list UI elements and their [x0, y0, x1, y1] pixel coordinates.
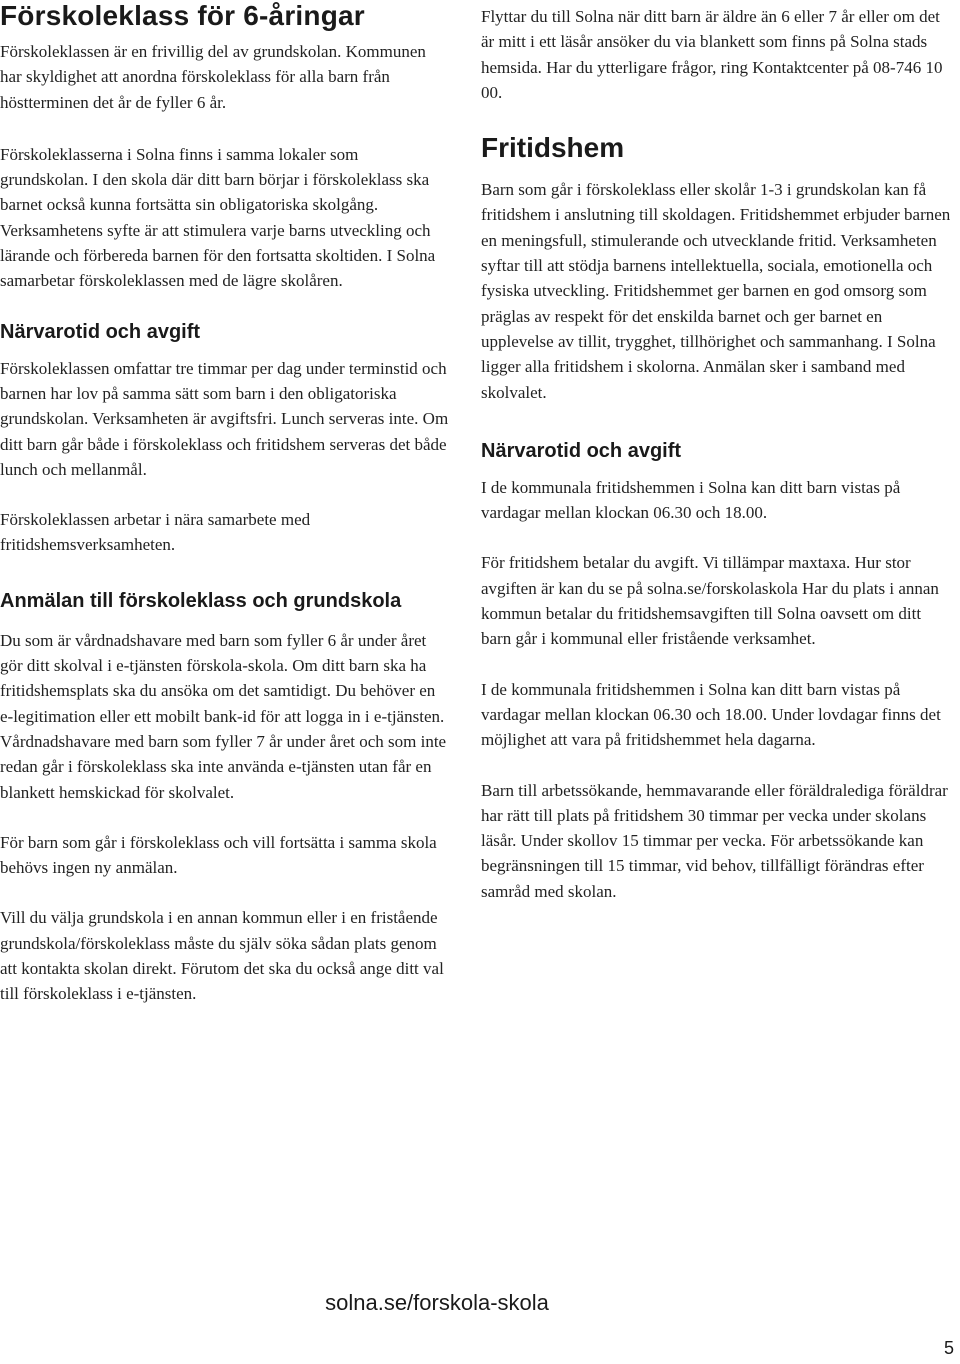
page-title: Förskoleklass för 6-åringar: [0, 0, 365, 31]
narvarotid-paragraph-left: Förskoleklassen omfattar tre timmar per dag under terminstid och barnen har lov på samma sätt som barn i den obligatoriska grundskolan. Verksamheten är avgiftsfri. Lunch serveras inte. Om ditt barn går både i förskoleklass och fritidshem serveras det både lunch och mellanmål.: [0, 358, 449, 479]
right-column: [481, 0, 951, 904]
lovdagar-paragraph: I de kommunala fritidshemmen i Solna kan ditt barn vistas på vardagar mellan klockan 06.30 och 18.00. Under lovdagar finns det möjlighet att vara på fritidshemmet hela dagarna.: [481, 679, 941, 750]
samarbete-paragraph: Förskoleklassen arbetar i nära samarbete med fritidshemsverksamheten.: [0, 510, 311, 555]
annan-kommun-paragraph: Vill du välja grundskola i en annan kommun eller i en fristående grundskola/förskoleklass måste du själv söka sådan plats genom att kontakta skolan direkt. Förutom det ska du också ange ditt val till förskoleklass i e-tjänsten.: [0, 908, 444, 1004]
anmalan-paragraph: Du som är vårdnadshavare med barn som fyller 6 år under året gör ditt skolval i e-tjänsten förskola-skola. Om ditt barn ska ha fritidshemsplats ska du ansöka om det samtidigt. Du behöver en e-legitimation eller ett mobilt bank-id för att logga in i e-tjänsten. Vårdnadshavare med barn som fyller 7 år under året och som inte redan går i förskoleklass ska inte använda e-tjänsten utan får en blankett hemskickad för skolvalet.: [0, 630, 447, 802]
fritidshem-paragraph: Barn som går i förskoleklass eller skolår 1-3 i grundskolan kan få fritidshem i anslutning till skoldagen. Fritidshemmet erbjuder barnen en meningsfull, stimulerande och utvecklande fritid. Verksamheten syftar till att stödja barnens intellektuella, sociala, emotionella och fysiska utveckling. Fritidshemmet ger barnen en god omsorg som präglas av respekt för det enskilda barnet och ger barnet en upplevelse av tillit, trygghet, tillhörighet och sammanhang. I Solna ligger alla fritidshem i skolorna. Anmälan sker i samband med skolvalet.: [481, 180, 951, 402]
intro-paragraph: Förskoleklassen är en frivillig del av grundskolan. Kommunen har skyldighet att anordna förskoleklass för alla barn från höstterminen det år de fyller 6 år.: [0, 42, 426, 112]
page-number: 5: [943, 1338, 954, 1358]
ingen-anmalan-paragraph: För barn som går i förskoleklass och vill fortsätta i samma skola behövs ingen ny anmälan.: [0, 832, 437, 878]
heading-anmalan: Anmälan till förskoleklass och grundskola: [0, 589, 402, 612]
avgift-paragraph: För fritidshem betalar du avgift. Vi tillämpar maxtaxa. Hur stor avgiften är kan du se på solna.se/forskolaskola Har du plats i annan kommun betalar du fritidshemsavgiften till Solna oavsett om ditt barn går i kommunal eller fristående verksamhet.: [481, 553, 939, 649]
heading-fritidshem: Fritidshem: [481, 132, 625, 164]
footer-url: solna.se/forskola-skola: [325, 1290, 549, 1315]
forskoleklass-paragraph: Förskoleklasserna i Solna finns i samma lokaler som grundskolan. I den skola där ditt barn börjar i förskoleklass ska barnet också kunna fortsätta sin obligatoriska skolgång. Verksamhetens syfte är att stimulera varje barns utveckling och lärande och förbereda barnen för den fortsatta skoltiden. I Solna samarbetar förskoleklassen med de lägre skolåren.: [0, 144, 436, 291]
heading-narvarotid-left: Närvarotid och avgift: [0, 320, 201, 343]
left-column: [0, 0, 450, 1007]
heading-narvarotid-right: Närvarotid och avgift: [481, 439, 682, 462]
arbetssokande-paragraph: Barn till arbetssökande, hemmavarande eller föräldralediga föräldrar har rätt till plats på fritidshem 30 timmar per vecka under skolans läsår. Under skollov 15 timmar per vecka. För arbetssökande kan begränsningen till 15 timmar, vid behov, tillfälligt förändras efter samråd med skolan.: [481, 780, 948, 901]
flyttar-paragraph: Flyttar du till Solna när ditt barn är äldre än 6 eller 7 år eller om det är mitt i ett läsår ansöker du via blankett som finns på Solna stads hemsida. Har du ytterligare frågor, ring Kontaktcenter på 08-746 10 00.: [481, 7, 943, 102]
oppettider-paragraph: I de kommunala fritidshemmen i Solna kan ditt barn vistas på vardagar mellan klockan 06.30 och 18.00.: [481, 477, 901, 523]
